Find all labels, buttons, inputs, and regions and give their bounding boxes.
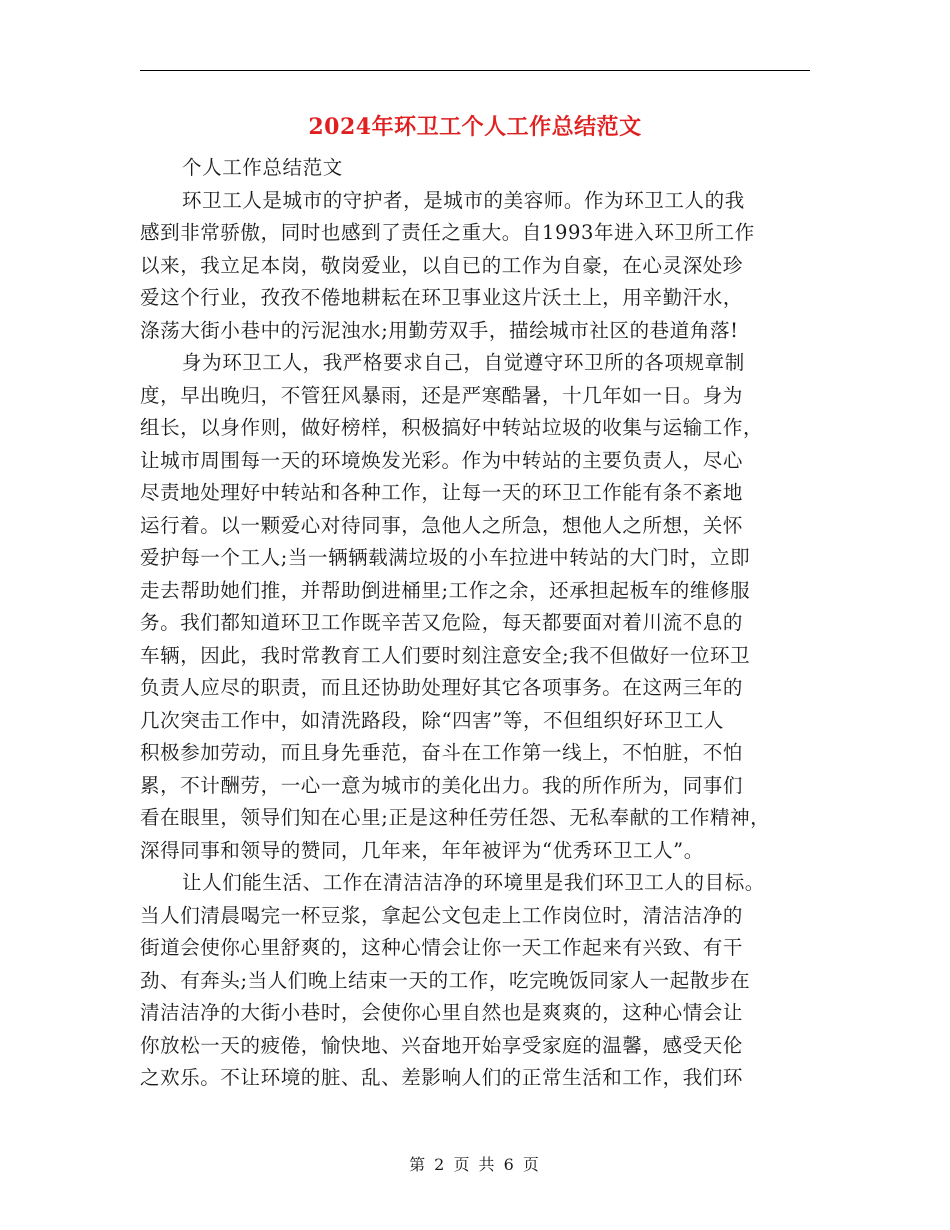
text-line: 负责人应尽的职责，而且还协助处理好其它各项事务。在这两三年的	[140, 676, 744, 699]
text-line: 感到非常骄傲，同时也感到了责任之重大。自1993年进入环卫所工作	[140, 221, 755, 244]
text-line: 累，不计酬劳，一心一意为城市的美化出力。我的所作所为，同事们	[140, 773, 744, 797]
text-line: 当人们清晨喝完一杯豆浆，拿起公文包走上工作岗位时，清洁洁净的	[140, 903, 744, 927]
text-line: 涤荡大街小巷中的污泥浊水;用勤劳双手，描绘城市社区的巷道角落!	[140, 318, 739, 342]
text-line: 以来，我立足本岗，敬岗爱业，以自已的工作为自豪，在心灵深处珍	[140, 253, 744, 277]
document-title: 2024年环卫工个人工作总结范文	[308, 114, 642, 140]
text-line: 走去帮助她们推，并帮助倒进桶里;工作之余，还承担起板车的维修服	[140, 578, 751, 602]
text-line: 车辆，因此，我时常教育工人们要时刻注意安全;我不但做好一位环卫	[140, 643, 751, 667]
text-line: 环卫工人是城市的守护者，是城市的美容师。作为环卫工人的我	[182, 188, 745, 212]
document-body	[140, 152, 812, 1095]
text-line: 让城市周围每一天的环境焕发光彩。作为中转站的主要负责人，尽心	[140, 448, 744, 472]
text-line: 务。我们都知道环卫工作既辛苦又危险，每天都要面对着川流不息的	[140, 611, 744, 634]
header-rule	[140, 70, 810, 71]
document-subtitle: 个人工作总结范文	[182, 156, 343, 179]
text-line: 组长，以身作则，做好榜样，积极搞好中转站垃圾的收集与运输工作，	[140, 416, 764, 439]
text-line: 清洁洁净的大街小巷时，会使你心里自然也是爽爽的，这种心情会让	[140, 1001, 744, 1024]
text-line: 尽责地处理好中转站和各种工作，让每一天的环卫工作能有条不紊地	[140, 481, 744, 504]
text-line: 你放松一天的疲倦，愉快地、兴奋地开始享受家庭的温馨，感受天伦	[140, 1033, 744, 1057]
text-line: 运行着。以一颗爱心对待同事，急他人之所急，想他人之所想，关怀	[140, 513, 744, 537]
text-line: 劲、有奔头;当人们晚上结束一天的工作，吃完晚饭同家人一起散步在	[140, 968, 751, 992]
text-line: 看在眼里，领导们知在心里;正是这种任劳任怨、无私奉献的工作精神，	[140, 806, 771, 829]
text-line: 深得同事和领导的赞同，几年来，年年被评为“优秀环卫工人”。	[140, 838, 704, 862]
text-line: 之欢乐。不让环境的脏、乱、差影响人们的正常生活和工作，我们环	[140, 1066, 744, 1089]
text-line: 几次突击工作中，如清洗路段，除“四害”等，不但组织好环卫工人	[140, 708, 724, 732]
text-line: 积极参加劳动，而且身先垂范，奋斗在工作第一线上，不怕脏，不怕	[140, 741, 744, 764]
text-line: 让人们能生活、工作在清洁洁净的环境里是我们环卫工人的目标。	[182, 871, 765, 894]
text-line: 身为环卫工人，我严格要求自己，自觉遵守环卫所的各项规章制	[182, 351, 745, 374]
text-line: 爱护每一个工人;当一辆辆载满垃圾的小车拉进中转站的大门时，立即	[140, 546, 751, 569]
paragraph-lines	[140, 185, 812, 1095]
page-footer: 第 2 页 共 6 页	[409, 1155, 541, 1174]
text-line: 度，早出晚归，不管狂风暴雨，还是严寒酷暑，十几年如一日。身为	[140, 383, 744, 407]
text-line: 爱这个行业，孜孜不倦地耕耘在环卫事业这片沃土上，用辛勤汗水，	[140, 286, 744, 309]
text-line: 街道会使你心里舒爽的，这种心情会让你一天工作起来有兴致、有干	[140, 936, 744, 959]
